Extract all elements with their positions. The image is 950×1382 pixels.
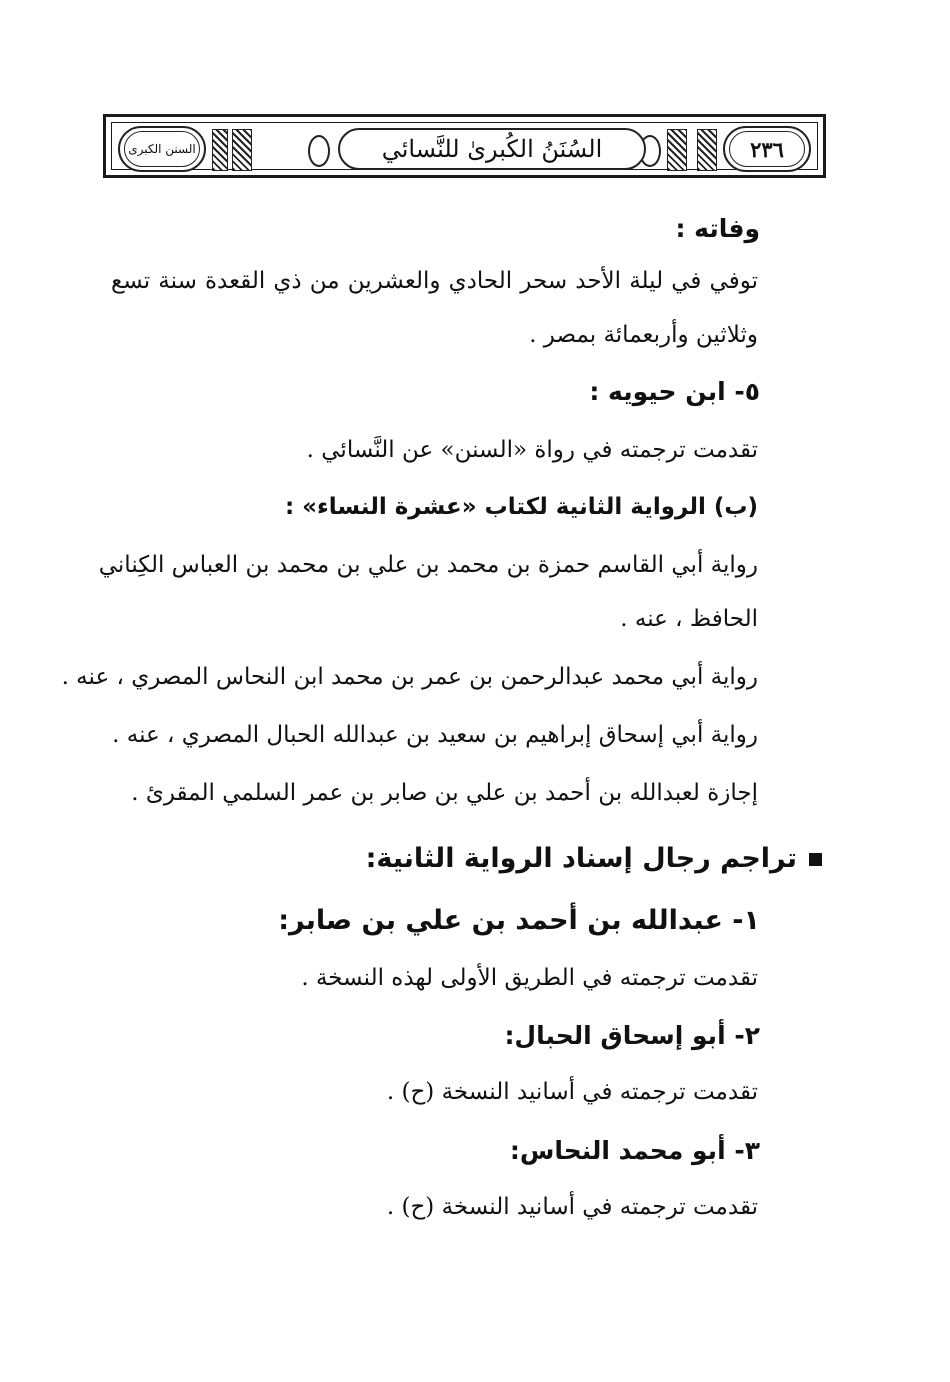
paragraph-line: تقدمت ترجمته في رواة «السنن» عن النَّسائي .	[306, 437, 758, 463]
paragraph-line: إجازة لعبدالله بن أحمد بن علي بن صابر بن عمر السلمي المقرئ .	[131, 780, 758, 806]
numbered-heading: ١- عبدالله بن أحمد بن علي بن صابر:	[278, 905, 760, 936]
page-number-ring	[729, 131, 805, 167]
paragraph-line: رواية أبي محمد عبدالرحمن بن عمر بن محمد ابن النحاس المصري ، عنه .	[61, 664, 758, 690]
ornament-band-icon	[667, 129, 687, 171]
page-number-medallion	[723, 126, 811, 172]
paragraph-line: وثلاثين وأربعمائة بمصر .	[529, 322, 758, 348]
emblem-text: السنن الكبرى	[128, 142, 196, 156]
square-bullet-icon	[809, 853, 822, 866]
book-title: السُنَنُ الكُبرىٰ للنَّسائي	[381, 135, 603, 163]
ornament-band-icon	[697, 129, 717, 171]
numbered-heading: ٢- أبو إسحاق الحبال:	[504, 1021, 760, 1050]
header-inner-border	[111, 122, 818, 170]
paragraph-line: تقدمت ترجمته في الطريق الأولى لهذه النسخة .	[301, 965, 758, 991]
ornament-band-icon	[232, 129, 252, 171]
section-heading-text: تراجم رجال إسناد الرواية الثانية:	[365, 843, 797, 874]
numbered-heading: ٥- ابن حيويه :	[589, 377, 760, 406]
page-number: ٢٣٦	[750, 136, 784, 162]
paragraph-line: تقدمت ترجمته في أسانيد النسخة (ح) .	[386, 1194, 758, 1220]
running-header	[103, 114, 826, 178]
section-heading-narrators	[366, 843, 822, 875]
paragraph-line: الحافظ ، عنه .	[620, 606, 758, 632]
section-heading-death: وفاته :	[675, 214, 760, 243]
paragraph-line: رواية أبي القاسم حمزة بن محمد بن علي بن محمد بن العباس الكِناني	[98, 552, 758, 578]
numbered-heading: ٣- أبو محمد النحاس:	[509, 1136, 760, 1165]
paragraph-line: رواية أبي إسحاق إبراهيم بن سعيد بن عبدالله الحبال المصري ، عنه .	[112, 722, 758, 748]
paragraph-line: توفي في ليلة الأحد سحر الحادي والعشرين من ذي القعدة سنة تسع	[111, 268, 758, 294]
title-cartouche	[338, 128, 646, 170]
ornament-band-icon	[212, 129, 228, 171]
emblem-medallion	[118, 126, 206, 172]
ornament-curl-icon	[308, 135, 330, 167]
paragraph-line: تقدمت ترجمته في أسانيد النسخة (ح) .	[386, 1079, 758, 1105]
subsection-heading: (ب) الرواية الثانية لكتاب «عشرة النساء» :	[284, 494, 758, 520]
emblem-ring	[124, 131, 200, 167]
